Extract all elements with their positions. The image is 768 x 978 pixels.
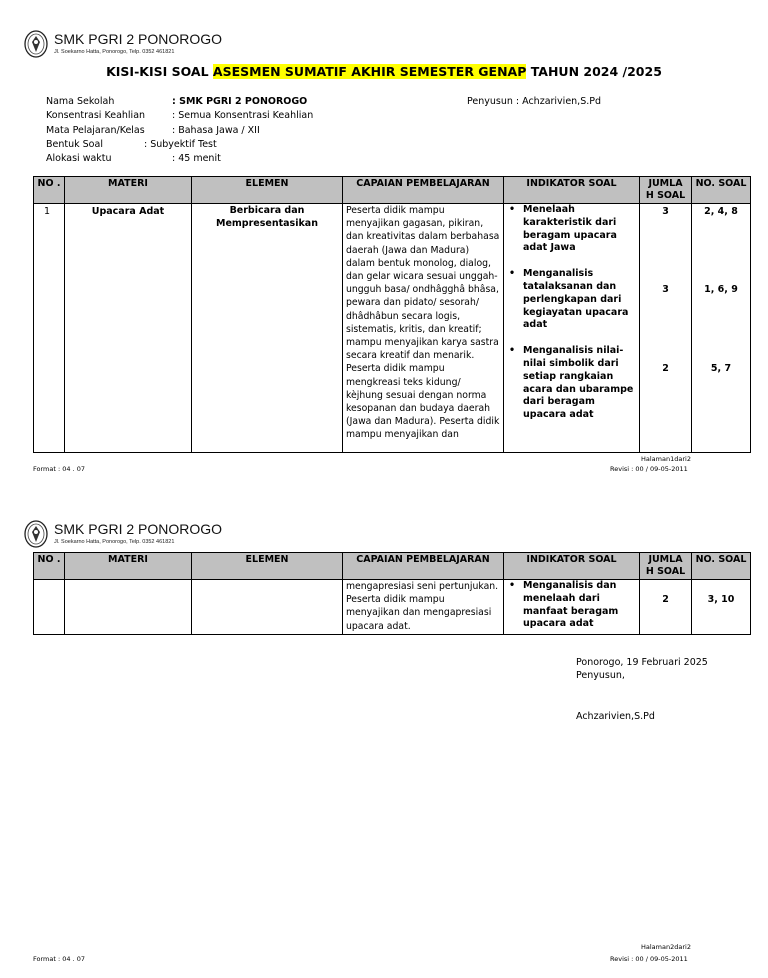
nama-sekolah-label: Nama Sekolah — [46, 96, 115, 107]
cell-indikator — [504, 580, 640, 635]
header-indikator: INDIKATOR SOAL — [504, 553, 640, 580]
jumlah-value: 2 — [662, 363, 669, 374]
cell-elemen — [192, 580, 343, 635]
header-elemen: ELEMEN — [192, 177, 343, 204]
title-part2: TAHUN 2024 /2025 — [526, 64, 662, 79]
school-name: SMK PGRI 2 PONOROGO — [54, 521, 223, 537]
header-materi: MATERI — [65, 177, 192, 204]
cell-capaian: mengapresiasi seni pertunjukan. Peserta didik mampu menyajikan dan mengapresiasi upacara adat. — [343, 580, 504, 635]
format-label-2: Format : 04 . 07 — [33, 955, 85, 963]
cell-jumlah — [640, 204, 692, 453]
school-address: Jl. Soekarno Hatta, Ponorogo, Telp. 0352 461821 — [54, 539, 175, 545]
title-part1: KISI-KISI SOAL — [106, 64, 213, 79]
indicator-item: • Menganalisis tatalaksanan dan perlengkapan dari kegiayatan upacara adat — [507, 268, 636, 332]
signature-place-date: Ponorogo, 19 Februari 2025 — [576, 657, 708, 668]
jumlah-value: 3 — [662, 206, 669, 217]
school-logo-header — [24, 30, 223, 64]
mapel-label: Mata Pelajaran/Kelas — [46, 124, 145, 136]
header-no: NO . — [34, 177, 65, 204]
nosoal-value: 2, 4, 8 — [704, 206, 738, 217]
nama-sekolah-value: : SMK PGRI 2 PONOROGO — [172, 96, 308, 107]
header-nosoal: NO. SOAL — [692, 177, 751, 204]
penyusun-info: Penyusun : Achzarivien,S.Pd — [467, 96, 602, 107]
cell-nosoal: 3, 10 — [692, 580, 751, 635]
konsentrasi-label: Konsentrasi Keahlian — [46, 110, 146, 122]
alokasi-value: : 45 menit — [172, 153, 221, 165]
cell-materi: Upacara Adat — [65, 204, 192, 453]
revisi-label-1: Revisi : 00 / 09-05-2011 — [610, 465, 688, 473]
header-jumlah: JUMLA H SOAL — [640, 177, 692, 204]
cell-no: 1 — [34, 204, 65, 453]
header-capaian: CAPAIAN PEMBELAJARAN — [343, 553, 504, 580]
school-logo-header — [24, 520, 223, 554]
table-header-row — [34, 177, 751, 204]
title-highlight: ASESMEN SUMATIF AKHIR SEMESTER GENAP — [212, 64, 527, 79]
header-no: NO . — [34, 553, 65, 580]
nosoal-value: 5, 7 — [710, 363, 732, 374]
table-row — [34, 580, 751, 635]
cell-materi — [65, 580, 192, 635]
indicator-list — [507, 580, 636, 631]
school-emblem-icon — [24, 520, 48, 548]
bentuk-label: Bentuk Soal — [46, 138, 103, 150]
indicator-item: • Menelaah karakteristik dari beragam upacara adat Jawa — [507, 204, 636, 255]
cell-nosoal — [692, 204, 751, 453]
header-materi: MATERI — [65, 553, 192, 580]
school-emblem-icon — [24, 30, 48, 58]
bentuk-value: : Subyektif Test — [144, 138, 217, 150]
kisi-table-page1 — [33, 176, 751, 453]
signature-role: Penyusun, — [576, 670, 625, 681]
signature-name: Achzarivien,S.Pd — [576, 711, 655, 722]
cell-elemen: Berbicara dan Mempresentasikan — [192, 204, 343, 453]
info-block — [46, 95, 313, 166]
alokasi-label: Alokasi waktu — [46, 153, 112, 165]
cell-jumlah: 2 — [640, 580, 692, 635]
cell-indikator — [504, 204, 640, 453]
header-jumlah: JUMLA H SOAL — [640, 553, 692, 580]
cell-capaian: Peserta didik mampu menyajikan gagasan, pikiran, dan kreativitas dalam berbahasa daerah (Jawa dan Madura) dalam bentuk monolog, dialog, dan gelar wicara sesuai unggah-ungguh basa/ ondhâgghâ bhâsa, pewara dan pidato/ sesorah/ dhâdhâbun secara logis, sistematis, kritis, dan kreatif; mampu menyajikan karya sastra secara kreatif dan menarik. Peserta didik mampu mengkreasi teks kidung/ kèjhung sesuai dengan norma kesopanan dan budaya daerah (Jawa dan Madura). Peserta didik mampu menyajikan dan — [343, 204, 504, 453]
header-elemen: ELEMEN — [192, 553, 343, 580]
page-number-1: Halaman1dari2 — [641, 455, 691, 463]
school-name: SMK PGRI 2 PONOROGO — [54, 31, 223, 47]
table-header-row — [34, 553, 751, 580]
konsentrasi-value: : Semua Konsentrasi Keahlian — [172, 110, 314, 122]
revisi-label-2: Revisi : 00 / 09-05-2011 — [610, 955, 688, 963]
jumlah-value: 3 — [662, 284, 669, 295]
header-capaian: CAPAIAN PEMBELAJARAN — [343, 177, 504, 204]
nosoal-value: 1, 6, 9 — [704, 284, 738, 295]
table-row — [34, 204, 751, 453]
kisi-table-page2 — [33, 552, 751, 635]
indicator-list — [507, 204, 636, 422]
header-nosoal: NO. SOAL — [692, 553, 751, 580]
school-address: Jl. Soekarno Hatta, Ponorogo, Telp. 0352 461821 — [54, 49, 175, 55]
indicator-item: • Menganalisis nilai-nilai simbolik dari setiap rangkaian acara dan ubarampe dari beragam upacara adat — [507, 345, 636, 422]
format-label-1: Format : 04 . 07 — [33, 465, 85, 473]
page-number-2: Halaman2dari2 — [641, 943, 691, 951]
document-title — [0, 64, 768, 79]
indicator-item: • Menganalisis dan menelaah dari manfaat beragam upacara adat — [507, 580, 636, 631]
header-indikator: INDIKATOR SOAL — [504, 177, 640, 204]
mapel-value: : Bahasa Jawa / XII — [172, 124, 260, 136]
cell-no — [34, 580, 65, 635]
